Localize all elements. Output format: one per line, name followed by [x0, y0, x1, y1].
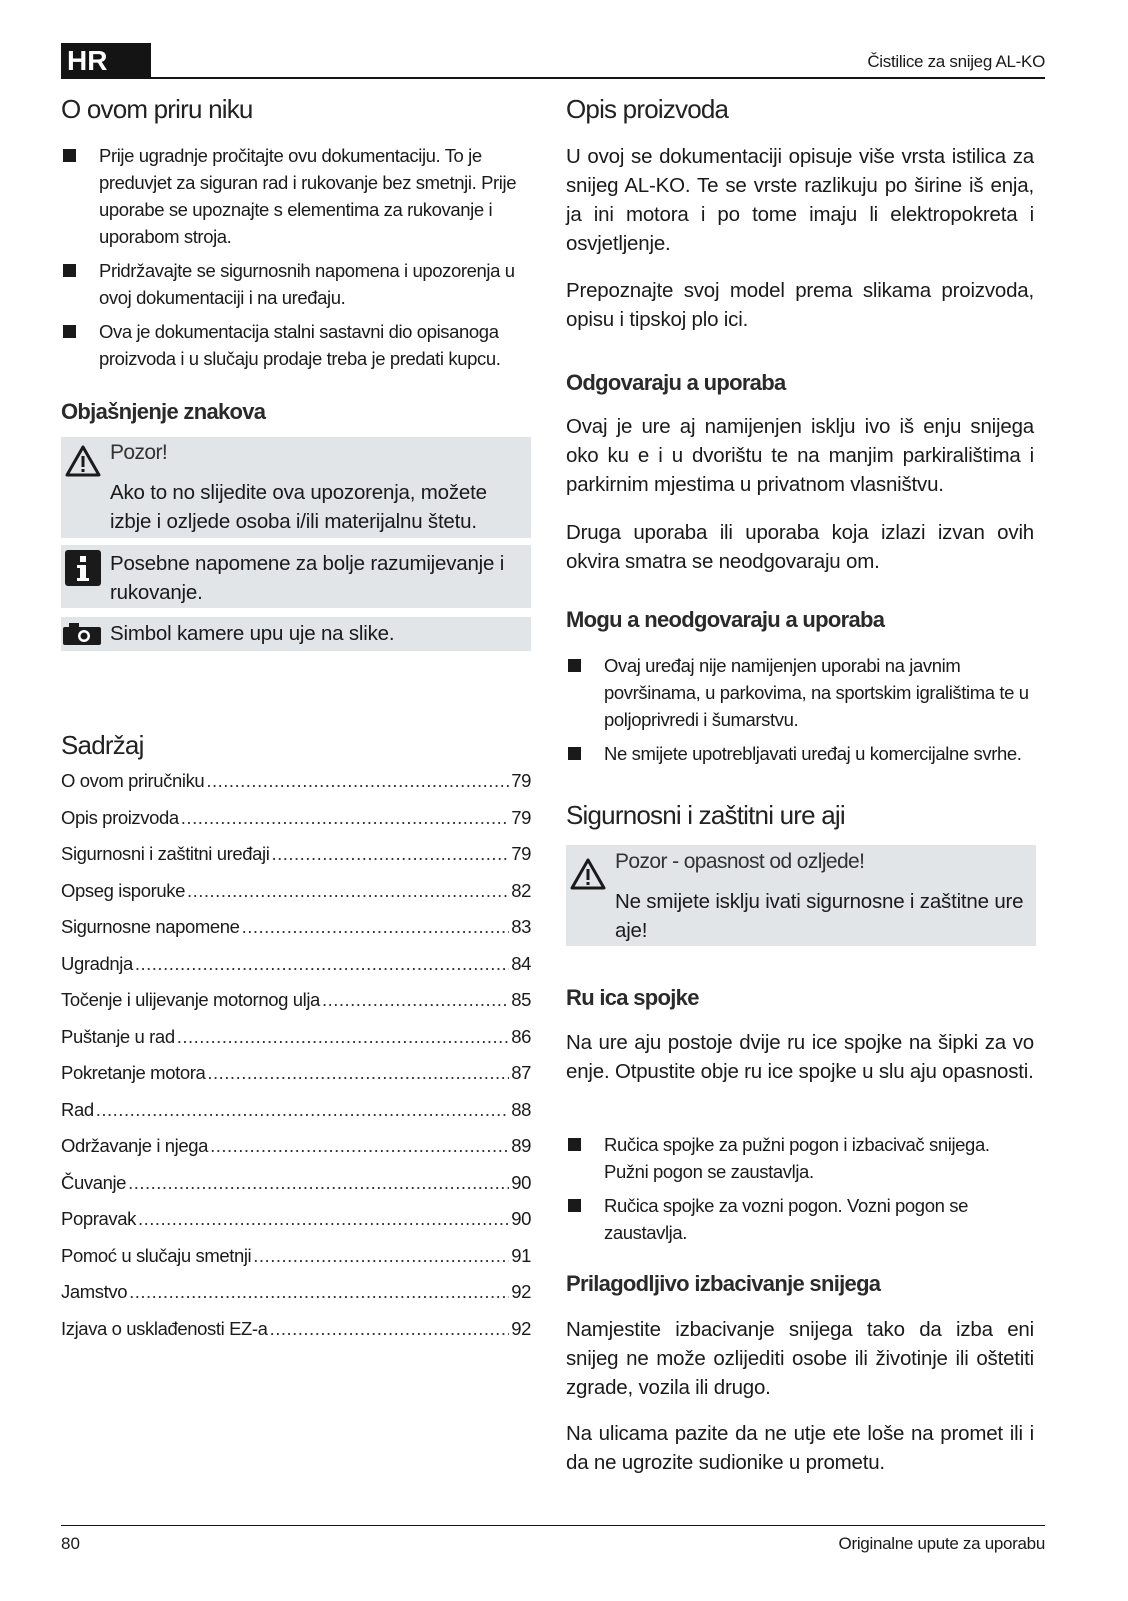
toc-leader-dots	[187, 880, 509, 902]
clutch-bullet-list	[566, 1131, 1036, 1253]
toc-entry-title: Popravak	[61, 1208, 136, 1229]
toc-entry[interactable]	[61, 953, 531, 981]
toc-entry-title: Pokretanje motora	[61, 1062, 206, 1083]
square-bullet-icon	[568, 1199, 581, 1212]
warning-triangle-icon	[570, 858, 606, 890]
toc-leader-dots	[253, 1245, 509, 1267]
description-paragraph-1: U ovoj se dokumentaciji opisuje više vrsta istilica za snijeg AL-KO. Te se vrste razlikuju po širine iš enja, ja ini motora i po tome imaju li elektropokreta i osvjetljenje.	[566, 145, 1034, 255]
toc-entry-title: Održavanje i njega	[61, 1135, 209, 1156]
square-bullet-icon	[63, 325, 76, 338]
info-text: Posebne napomene za bolje razumijevanje i rukovanje.	[110, 552, 505, 604]
toc-entry-page: 86	[511, 1025, 531, 1047]
info-icon	[65, 550, 101, 586]
section-heading-description: Opis proizvoda	[566, 94, 729, 124]
toc-leader-dots	[206, 770, 509, 792]
toc-entry-page: 88	[511, 1098, 531, 1120]
toc-entry-title: Ugradnja	[61, 952, 133, 974]
toc-leader-dots	[322, 989, 509, 1011]
list-item-text: Ručica spojke za vozni pogon. Vozni pogon se zaustavlja.	[604, 1195, 968, 1243]
toc-entry[interactable]	[61, 1208, 531, 1236]
intended-use-paragraph-1: Ovaj je ure aj namijenjen isklju ivo iš enju snijega oko ku e i u dvorištu te na manjim parkiralištima i parkirnim mjestima u privatnom vlasništvu.	[566, 415, 1034, 496]
toc-entry[interactable]	[61, 843, 531, 871]
toc-entry-page: 92	[511, 1317, 531, 1339]
toc-leader-dots	[129, 1281, 509, 1303]
square-bullet-icon	[568, 1138, 581, 1151]
square-bullet-icon	[63, 264, 76, 277]
toc-entry-page: 79	[511, 806, 531, 828]
toc-entry-title: Pomoć u slučaju smetnji	[61, 1244, 252, 1266]
toc-entry-title: O ovom priručniku	[61, 770, 205, 791]
toc-leader-dots	[135, 953, 509, 975]
toc-entry[interactable]	[61, 880, 531, 908]
list-item-text: Prije ugradnje pročitajte ovu dokumentaciju. To je preduvjet za siguran rad i rukovanje bez smetnji. Prije uporabe se upoznajte s elementima za rukovanje i uporabom stroja.	[99, 145, 517, 247]
toc-entry-page: 90	[511, 1208, 531, 1229]
toc-entry-page: 79	[511, 770, 531, 791]
footer-rule	[61, 1525, 1045, 1526]
toc-entry[interactable]	[61, 989, 531, 1017]
list-item-text: Ova je dokumentacija stalni sastavni dio opisanoga proizvoda i u slučaju prodaje treba je predati kupcu.	[99, 321, 501, 369]
toc-entry-page: 82	[511, 879, 531, 901]
safety-warning-box	[566, 845, 1036, 946]
toc-entry-title: Sigurnosne napomene	[61, 916, 240, 937]
list-item	[566, 652, 1036, 733]
list-item	[566, 1131, 1036, 1185]
list-item-text: Ne smijete upotrebljavati uređaj u komercijalne svrhe.	[604, 743, 1022, 764]
page-number: 80	[61, 1534, 80, 1553]
language-tag: HR	[61, 43, 151, 78]
section-heading-contents: Sadržaj	[61, 730, 144, 760]
toc-entry-title: Čuvanje	[61, 1171, 127, 1193]
toc-entry-page: 90	[511, 1171, 531, 1193]
toc-entry-page: 91	[511, 1244, 531, 1266]
section-heading-intended-use: Odgovaraju a uporaba	[566, 370, 786, 395]
toc-entry-title: Jamstvo	[61, 1281, 128, 1302]
toc-entry-page: 87	[511, 1062, 531, 1083]
toc-entry-page: 92	[511, 1281, 531, 1302]
safety-warning-title: Pozor - opasnost od ozljede!	[615, 850, 865, 873]
toc-entry-page: 83	[511, 916, 531, 937]
toc-entry-title: Rad	[61, 1098, 94, 1120]
document-title: Čistilice za snijeg AL-KO	[867, 52, 1045, 71]
toc-entry[interactable]	[61, 1026, 531, 1054]
toc-leader-dots	[181, 807, 509, 829]
section-heading-safety-devices: Sigurnosni i zaštitni ure aji	[566, 800, 845, 830]
list-item	[61, 318, 531, 372]
intended-use-paragraph-2: Druga uporaba ili uporaba koja izlazi izvan ovih okvira smatra se neodgovaraju om.	[566, 521, 1034, 573]
toc-entry[interactable]	[61, 770, 531, 798]
header-rule	[61, 77, 1045, 79]
section-heading-about: O ovom priru niku	[61, 94, 253, 124]
discharge-paragraph-1: Namjestite izbacivanje snijega tako da izba eni snijeg ne može ozlijediti osobe ili životinje ili oštetiti zgrade, vozila ili drugo.	[566, 1318, 1034, 1399]
section-heading-symbols: Objašnjenje znakova	[61, 399, 266, 424]
list-item	[61, 257, 531, 311]
toc-leader-dots	[242, 916, 510, 938]
toc-entry-title: Opis proizvoda	[61, 806, 179, 828]
toc-entry[interactable]	[61, 1245, 531, 1273]
list-item	[566, 740, 1036, 767]
safety-warning-text: Ne smijete isklju ivati sigurnosne i zaštitne ure aje!	[615, 890, 1024, 942]
toc-entry[interactable]	[61, 1062, 531, 1090]
square-bullet-icon	[63, 149, 76, 162]
toc-entry[interactable]	[61, 807, 531, 835]
list-item-text: Ovaj uređaj nije namijenjen uporabi na javnim površinama, u parkovima, na sportskim igralištima te u poljoprivredi i šumarstvu.	[604, 655, 1029, 730]
toc-entry[interactable]	[61, 1099, 531, 1127]
toc-entry-page: 79	[511, 843, 531, 864]
toc-leader-dots	[96, 1099, 509, 1121]
toc-leader-dots	[138, 1208, 509, 1230]
misuse-bullet-list	[566, 652, 1036, 774]
square-bullet-icon	[568, 659, 581, 672]
camera-notice-box	[61, 617, 531, 651]
toc-leader-dots	[207, 1062, 509, 1084]
toc-entry-title: Puštanje u rad	[61, 1025, 175, 1047]
toc-entry-title: Točenje i ulijevanje motornog ulja	[61, 989, 320, 1010]
toc-entry-page: 89	[511, 1135, 531, 1156]
toc-leader-dots	[210, 1135, 509, 1157]
discharge-paragraph-2: Na ulicama pazite da ne utje ete loše na promet ili i da ne ugrozite sudionike u prometu.	[566, 1422, 1034, 1474]
about-bullet-list	[61, 142, 531, 379]
list-item-text: Ručica spojke za pužni pogon i izbacivač snijega. Pužni pogon se zaustavlja.	[604, 1134, 990, 1182]
square-bullet-icon	[568, 747, 581, 760]
section-heading-discharge: Prilagodljivo izbacivanje snijega	[566, 1271, 881, 1296]
description-paragraph-2: Prepoznajte svoj model prema slikama proizvoda, opisu i tipskoj plo ici.	[566, 279, 1034, 331]
camera-icon	[63, 623, 101, 645]
list-item-text: Pridržavajte se sigurnosnih napomena i upozorenja u ovoj dokumentaciji i na uređaju.	[99, 260, 515, 308]
toc-leader-dots	[177, 1026, 510, 1048]
toc-entry-title: Izjava o usklađenosti EZ-a	[61, 1317, 268, 1339]
toc-leader-dots	[271, 843, 509, 865]
toc-entry-title: Sigurnosni i zaštitni uređaji	[61, 843, 270, 864]
section-heading-clutch: Ru ica spojke	[566, 985, 699, 1010]
warning-notice-box	[61, 437, 531, 538]
clutch-paragraph: Na ure aju postoje dvije ru ice spojke na šipki za vo enje. Otpustite obje ru ice spojke u slu aju opasnosti.	[566, 1031, 1034, 1083]
toc-entry[interactable]	[61, 1318, 531, 1346]
toc-entry[interactable]	[61, 1172, 531, 1200]
list-item	[61, 142, 531, 250]
toc-leader-dots	[128, 1172, 509, 1194]
footer-doc-type: Originalne upute za uporabu	[838, 1534, 1045, 1553]
camera-text: Simbol kamere upu uje na slike.	[110, 622, 395, 645]
warning-triangle-icon	[65, 445, 101, 477]
warning-text: Ako to no slijedite ova upozorenja, možete izbje i ozljede osoba i/ili materijalnu štetu.	[110, 481, 487, 533]
toc-entry-title: Opseg isporuke	[61, 879, 185, 901]
toc-entry-page: 84	[511, 952, 531, 974]
toc-entry[interactable]	[61, 916, 531, 944]
section-heading-misuse: Mogu a neodgovaraju a uporaba	[566, 607, 885, 632]
warning-title: Pozor!	[110, 441, 168, 464]
toc-entry[interactable]	[61, 1281, 531, 1309]
toc-entry[interactable]	[61, 1135, 531, 1163]
toc-leader-dots	[270, 1318, 510, 1340]
info-notice-box	[61, 545, 531, 608]
list-item	[566, 1192, 1036, 1246]
toc-entry-page: 85	[511, 989, 531, 1010]
